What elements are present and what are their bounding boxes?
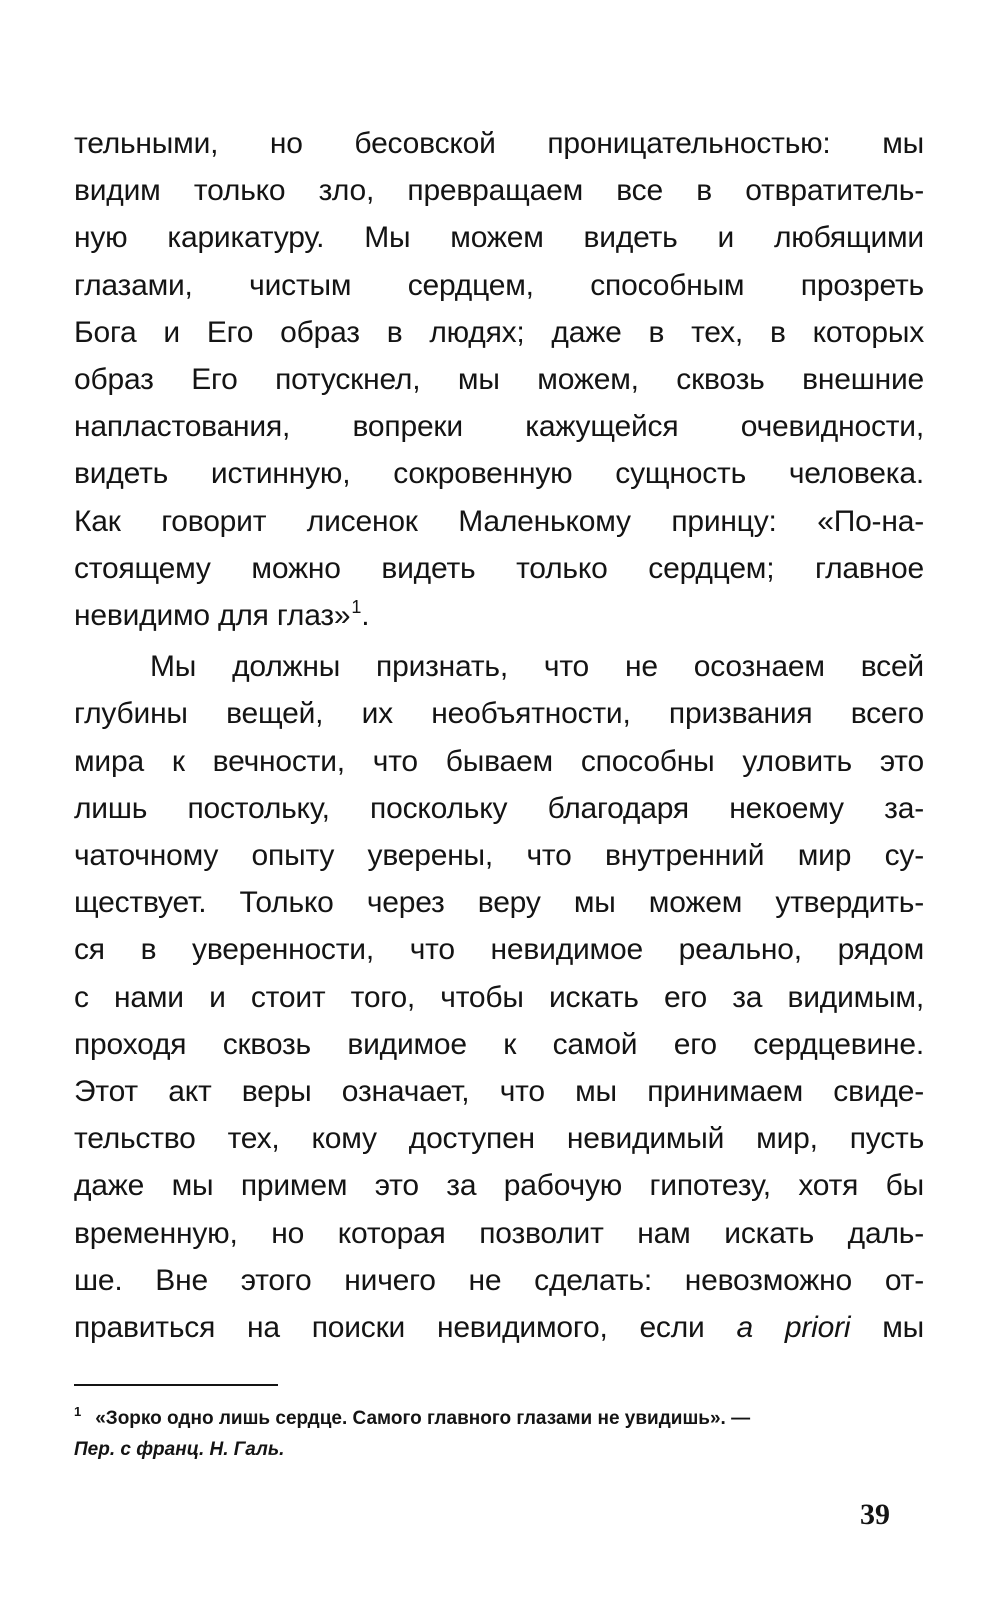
text-line: Мы должны признать, что не осознаем всей [150, 650, 924, 684]
text-line: невидимо для глаз» [74, 599, 351, 633]
text-line: временную, но которая позволит нам искать даль- [74, 1216, 924, 1250]
text-line: видим только зло, превращаем все в отвратитель- [74, 174, 924, 208]
text-line: мира к вечности, что бываем способны уловить это [74, 744, 924, 778]
text-line: видеть истинную, сокровенную сущность человека. [74, 457, 924, 491]
page-number: 39 [860, 1498, 890, 1531]
footnote-line [74, 1404, 924, 1435]
text-line: с нами и стоит того, чтобы искать его за видимым, [74, 980, 924, 1014]
text-line: лишь постольку, поскольку благодаря некоему за- [74, 791, 924, 825]
footnote [74, 1404, 924, 1465]
text-line: чаточному опыту уверены, что внутренний мир су- [74, 839, 924, 873]
footnote-number: 1 [74, 1404, 82, 1419]
italic-phrase: a priori [736, 1311, 851, 1345]
text-line: стоящему можно видеть только сердцем; главное [74, 551, 924, 585]
text-line: Как говорит лисенок Маленькому принцу: «По-на- [74, 504, 924, 538]
text-line: тельными, но бесовской проницательностью: мы [74, 127, 924, 160]
text-line: ше. Вне этого ничего не сделать: невозможно от- [74, 1263, 924, 1297]
body-text [74, 120, 924, 1351]
text-line: Бога и Его образ в людях; даже в тех, в которых [74, 315, 924, 349]
footnote-text: «Зорко одно лишь сердце. Самого главного глазами не увидишь». — [95, 1408, 751, 1429]
text-line: ществует. Только через веру мы можем утвердить- [74, 886, 924, 920]
last-body-line [74, 1304, 924, 1351]
text-line: тельство тех, кому доступен невидимый мир, пусть [74, 1122, 924, 1156]
text-line: глазами, чистым сердцем, способным прозреть [74, 268, 924, 302]
text-line: Этот акт веры означает, что мы принимаем свиде- [74, 1075, 924, 1109]
paragraph-end-line [74, 592, 924, 643]
text-line: образ Его потускнел, мы можем, сквозь внешние [74, 363, 924, 397]
text-line: ную карикатуру. Мы можем видеть и любящими [74, 221, 924, 255]
footnote-reference: 1 [351, 597, 362, 618]
text-line: глубины вещей, их необъятности, призвания всего [74, 697, 924, 731]
text-line: напластования, вопреки кажущейся очевидности, [74, 410, 924, 444]
text-line: ся в уверенности, что невидимое реально, рядом [74, 933, 924, 967]
text-line: мы [882, 1311, 924, 1345]
text-line: правиться на поиски невидимого, если [74, 1311, 705, 1345]
footnote-divider [74, 1384, 278, 1386]
footnote-source: Пер. с франц. Н. Галь. [74, 1439, 285, 1460]
footnote-reference-period: . [361, 599, 370, 633]
text-line: проходя сквозь видимое к самой его сердцевине. [74, 1027, 924, 1061]
text-line: даже мы примем это за рабочую гипотезу, хотя бы [74, 1169, 924, 1203]
